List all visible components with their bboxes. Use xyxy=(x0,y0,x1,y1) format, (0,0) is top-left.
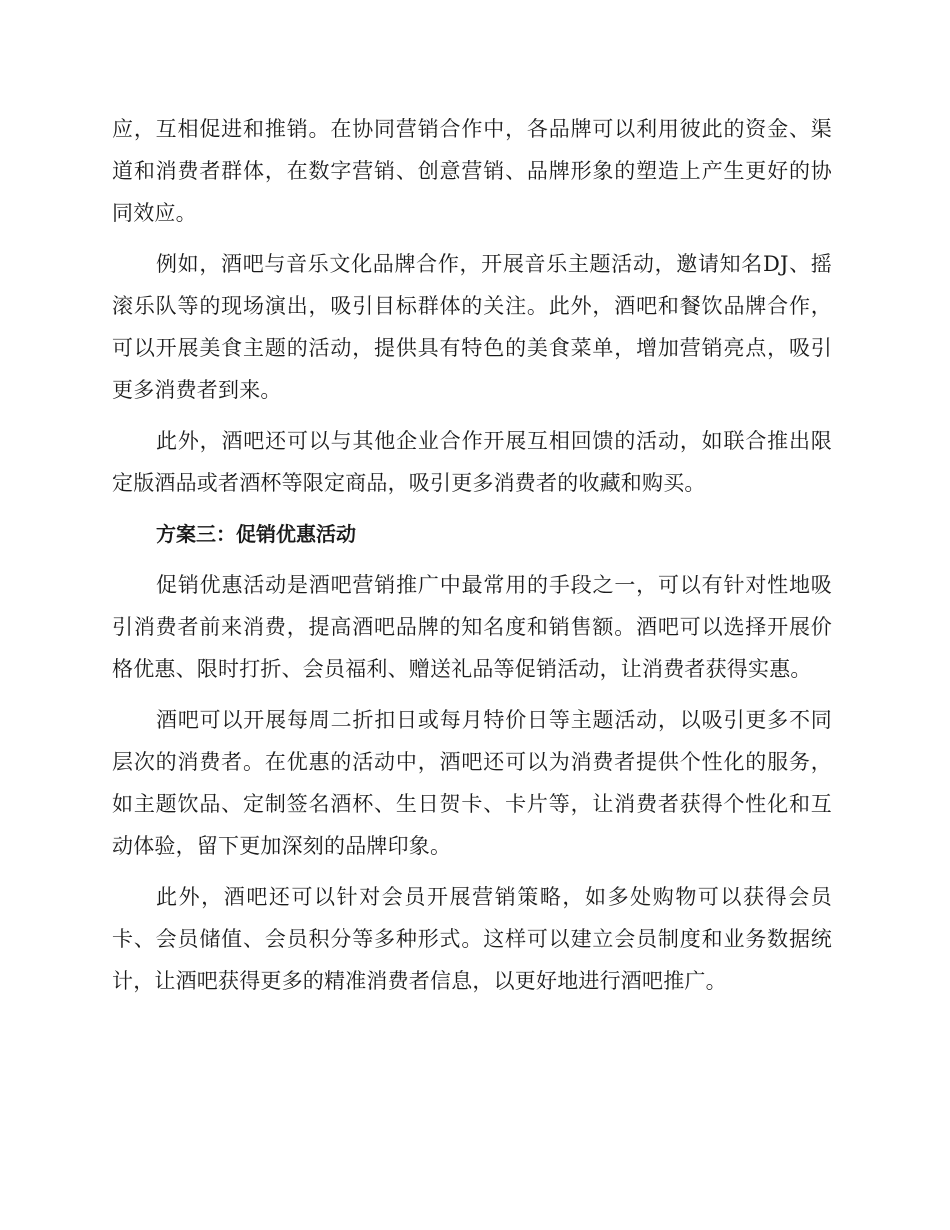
paragraph-6: 此外，酒吧还可以针对会员开展营销策略，如多处购物可以获得会员卡、会员储值、会员积分等多种形式。这样可以建立会员制度和业务数据统计，让酒吧获得更多的精准消费者信息，以更好地进行酒吧推广。 xyxy=(112,885,832,993)
paragraph-5: 酒吧可以开展每周二折扣日或每月特价日等主题活动，以吸引更多不同层次的消费者。在优惠的活动中，酒吧还可以为消费者提供个性化的服务，如主题饮品、定制签名酒杯、生日贺卡、卡片等，让消费者获得个性化和互动体验，留下更加深刻的品牌印象。 xyxy=(112,708,832,858)
section-heading: 方案三：促销优惠活动 xyxy=(156,522,356,546)
paragraph-1: 应，互相促进和推销。在协同营销合作中，各品牌可以利用彼此的资金、渠道和消费者群体，在数字营销、创意营销、品牌形象的塑造上产生更好的协同效应。 xyxy=(112,117,832,225)
paragraph-2: 例如，酒吧与音乐文化品牌合作，开展音乐主题活动，邀请知名DJ、摇滚乐队等的现场演出，吸引目标群体的关注。此外，酒吧和餐饮品牌合作，可以开展美食主题的活动，提供具有特色的美食菜单，增加营销亮点，吸引更多消费者到来。 xyxy=(112,252,832,402)
paragraph-4: 促销优惠活动是酒吧营销推广中最常用的手段之一，可以有针对性地吸引消费者前来消费，提高酒吧品牌的知名度和销售额。酒吧可以选择开展价格优惠、限时打折、会员福利、赠送礼品等促销活动，让消费者获得实惠。 xyxy=(112,573,832,681)
paragraph-3: 此外，酒吧还可以与其他企业合作开展互相回馈的活动，如联合推出限定版酒品或者酒杯等限定商品，吸引更多消费者的收藏和购买。 xyxy=(112,429,832,495)
document-body xyxy=(112,108,832,1011)
